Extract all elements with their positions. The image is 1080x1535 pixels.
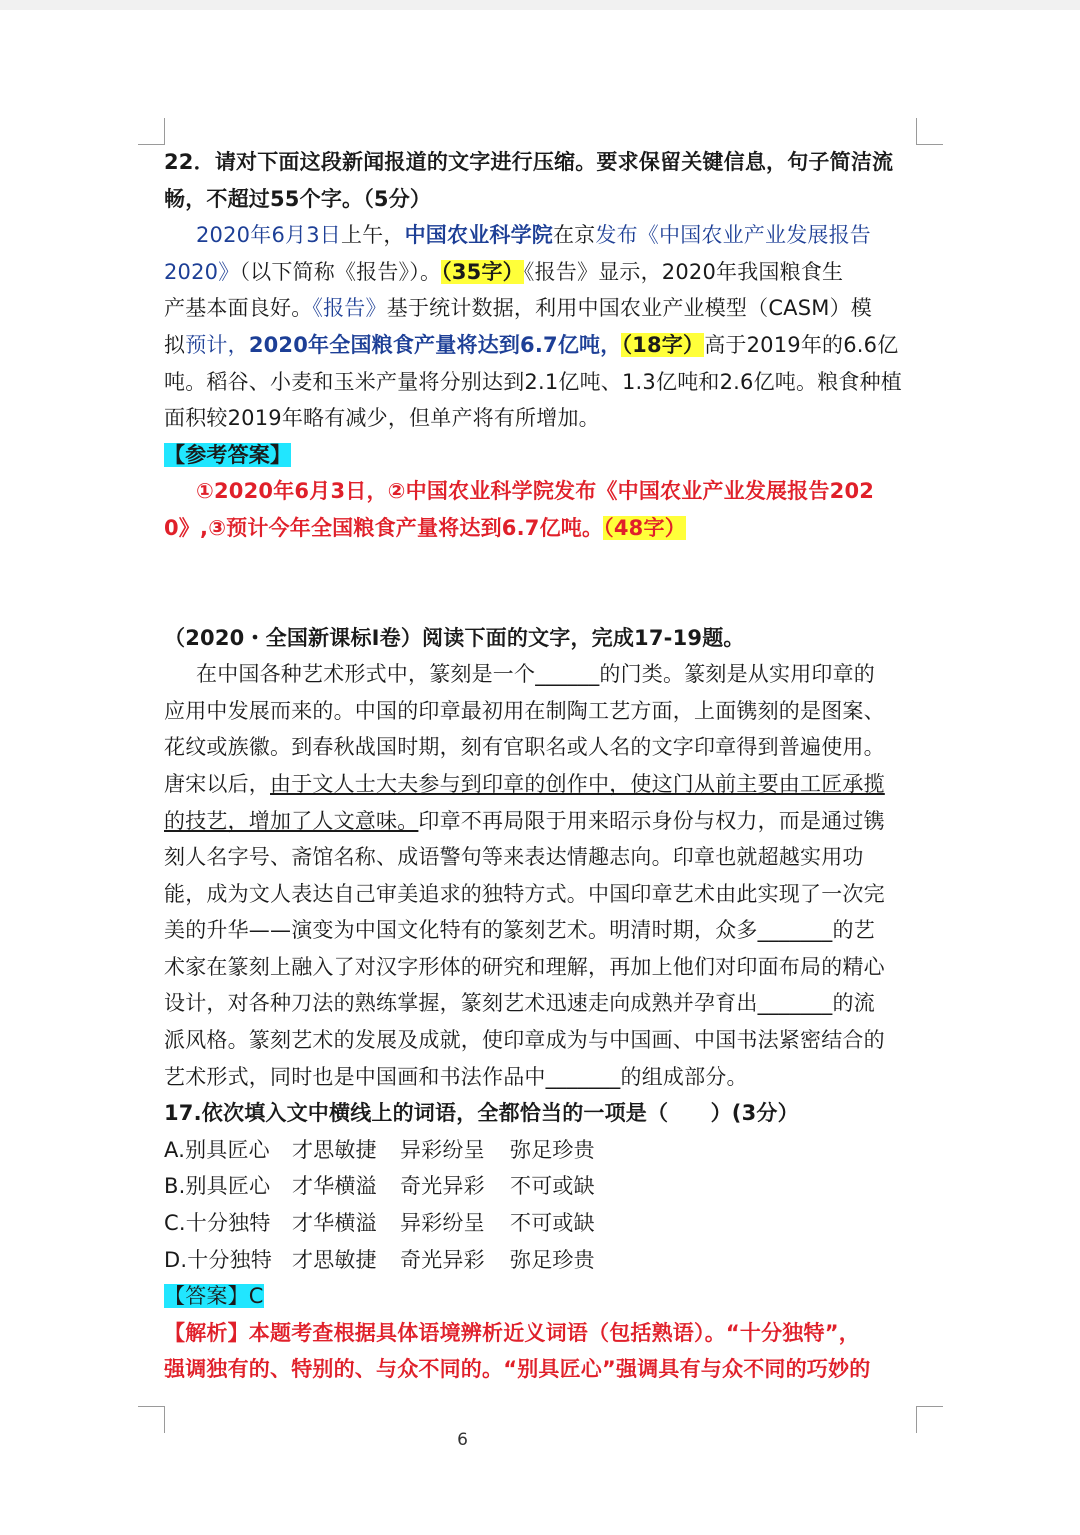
option-word: 才华横溢 <box>292 1211 377 1236</box>
passage-line-7: 能，成为文人表达自己审美追求的独特方式。中国印章艺术由此实现了一次完 <box>164 881 885 906</box>
page-number <box>0 1430 1080 1450</box>
option-word: 才思敏捷 <box>292 1247 377 1272</box>
q22-passage-line-4 <box>164 327 916 364</box>
underlined-sentence: 由于文人士大夫参与到印章的创作中，使这门从前主要由工匠承揽 <box>270 771 885 796</box>
option-word: A.别具匠心 <box>164 1137 270 1162</box>
q17-option-c <box>164 1205 916 1242</box>
option-word: 不可或缺 <box>510 1174 595 1199</box>
q22-text: 拟 <box>164 332 186 357</box>
option-word: 不可或缺 <box>510 1211 595 1236</box>
crop-mark-top-left <box>138 118 165 145</box>
option-word: 异彩纷呈 <box>400 1211 485 1236</box>
option-word: 才华横溢 <box>292 1174 377 1199</box>
option-word: 奇光异彩 <box>400 1174 485 1199</box>
passage-line-4 <box>164 766 916 803</box>
q22-word-count-35: （35字） <box>441 259 524 284</box>
passage-line-2: 应用中发展而来的。中国的印章最初用在制陶工艺方面，上面镌刻的是图案、 <box>164 698 885 723</box>
page-content <box>164 144 916 1388</box>
q22-answer-line-2 <box>164 510 916 547</box>
q22-text: 高于2019年的6.6亿 <box>704 332 899 357</box>
q22-passage-line-2 <box>164 254 916 291</box>
passage-text: 唐宋以后， <box>164 771 270 796</box>
q22-organization: 中国农业科学院 <box>404 223 553 248</box>
q22-key-claim: 2020年全国粮食产量将达到6.7亿吨， <box>248 332 622 357</box>
q17-option-d <box>164 1242 916 1279</box>
q22-text: 上午， <box>340 223 405 248</box>
passage-line-10: 设计，对各种刀法的熟练掌握，篆刻艺术迅速走向成熟并孕育出_______的流 <box>164 991 875 1016</box>
passage-text: 印章不再局限于用来昭示身份与权力，而是通过镌 <box>418 808 885 833</box>
option-word: 异彩纷呈 <box>400 1137 485 1162</box>
passage-line-12: 艺术形式，同时也是中国画和书法作品中_______的组成部分。 <box>164 1064 748 1089</box>
passage-line-6: 刻人名字号、斋馆名称、成语警句等来表达情趣志向。印章也就超越实用功 <box>164 845 864 870</box>
passage-line-5 <box>164 803 916 840</box>
q17-answer-line <box>164 1278 916 1315</box>
q22-predict: 预计， <box>185 332 249 357</box>
q17-option-b <box>164 1168 916 1205</box>
option-word: B.别具匠心 <box>164 1174 271 1199</box>
q22-text: （以下简称《报告》）。 <box>239 259 442 284</box>
q22-passage-line-6: 面积较2019年略有减少，但单产将有所增加。 <box>164 406 600 431</box>
passage-line-1: 在中国各种艺术形式中，篆刻是一个______的门类。篆刻是从实用印章的 <box>196 662 875 687</box>
reference-answer-label: 【参考答案】 <box>164 442 292 467</box>
page-number-text: 6 <box>457 1430 468 1450</box>
option-word: 奇光异彩 <box>400 1247 485 1272</box>
q22-passage-line-1 <box>164 217 916 254</box>
q22-text: 基于统计数据，利用中国农业产业模型（CASM）模 <box>386 296 872 321</box>
q17-option-a <box>164 1132 916 1169</box>
q17-analysis-line-1: 【解析】本题考查根据具体语境辨析近义词语（包括熟语）。“十分独特”， <box>164 1320 860 1345</box>
q22-report-ref: 《报告》 <box>312 296 387 321</box>
answer-label: 【答案】C <box>164 1284 264 1309</box>
passage-line-8: 美的升华——演变为中国文化特有的篆刻艺术。明清时期，众多_______的艺 <box>164 918 875 943</box>
passage-line-9: 术家在篆刻上融入了对汉字形体的研究和理解，再加上他们对印面布局的精心 <box>164 954 885 979</box>
crop-mark-top-right <box>916 118 943 145</box>
q17-stem: 17.依次填入文中横线上的词语，全都恰当的一项是（ ）(3分） <box>164 1101 799 1126</box>
crop-mark-bottom-left <box>138 1406 165 1433</box>
passage-header: （2020・全国新课标Ⅰ卷）阅读下面的文字，完成17-19题。 <box>164 625 745 650</box>
document-page <box>0 10 1080 1535</box>
q22-answer-line-1: ①2020年6月3日，②中国农业科学院发布《中国农业产业发展报告202 <box>196 479 875 504</box>
q22-answer-word-count: （48字） <box>603 515 686 540</box>
passage-line-3: 花纹或族徽。到春秋战国时期，刻有官职名或人名的文字印章得到普遍使用。 <box>164 735 885 760</box>
underlined-sentence: 的技艺，增加了人文意味。 <box>164 808 419 833</box>
option-word: D.十分独特 <box>164 1247 273 1272</box>
q22-report-title-end: 2020》 <box>164 259 240 284</box>
option-word: 弥足珍贵 <box>510 1247 595 1272</box>
option-word: 弥足珍贵 <box>510 1137 595 1162</box>
q22-word-count-18: （18字） <box>621 332 705 357</box>
section-gap <box>164 547 916 620</box>
passage-line-11: 派风格。篆刻艺术的发展及成就，使印章成为与中国画、中国书法紧密结合的 <box>164 1028 885 1053</box>
q22-text: 在京 <box>552 223 596 248</box>
crop-mark-bottom-right <box>916 1406 943 1433</box>
option-word: C.十分独特 <box>164 1211 271 1236</box>
q22-passage-line-3 <box>164 290 916 327</box>
q17-analysis-line-2: 强调独有的、特别的、与众不同的。“别具匠心”强调具有与众不同的巧妙的 <box>164 1357 871 1382</box>
q22-passage-line-5: 吨。稻谷、小麦和玉米产量将分别达到2.1亿吨、1.3亿吨和2.6亿吨。粮食种植 <box>164 369 902 394</box>
q22-release: 发布《中国农业产业发展报告 <box>595 223 871 248</box>
q22-stem-line-2: 畅，不超过55个字。（5分） <box>164 186 432 211</box>
q22-stem-line-1: 22．请对下面这段新闻报道的文字进行压缩。要求保留关键信息，句子简洁流 <box>164 150 894 174</box>
option-word: 才思敏捷 <box>292 1137 377 1162</box>
q22-text: 产基本面良好。 <box>164 296 313 321</box>
q22-reference-answer-label-line <box>164 437 916 474</box>
q22-date: 2020年6月3日 <box>196 223 341 248</box>
q22-answer-text: 0》,③预计今年全国粮食产量将达到6.7亿吨。 <box>164 515 604 540</box>
q22-text: 《报告》显示，2020年我国粮食生 <box>523 259 844 284</box>
